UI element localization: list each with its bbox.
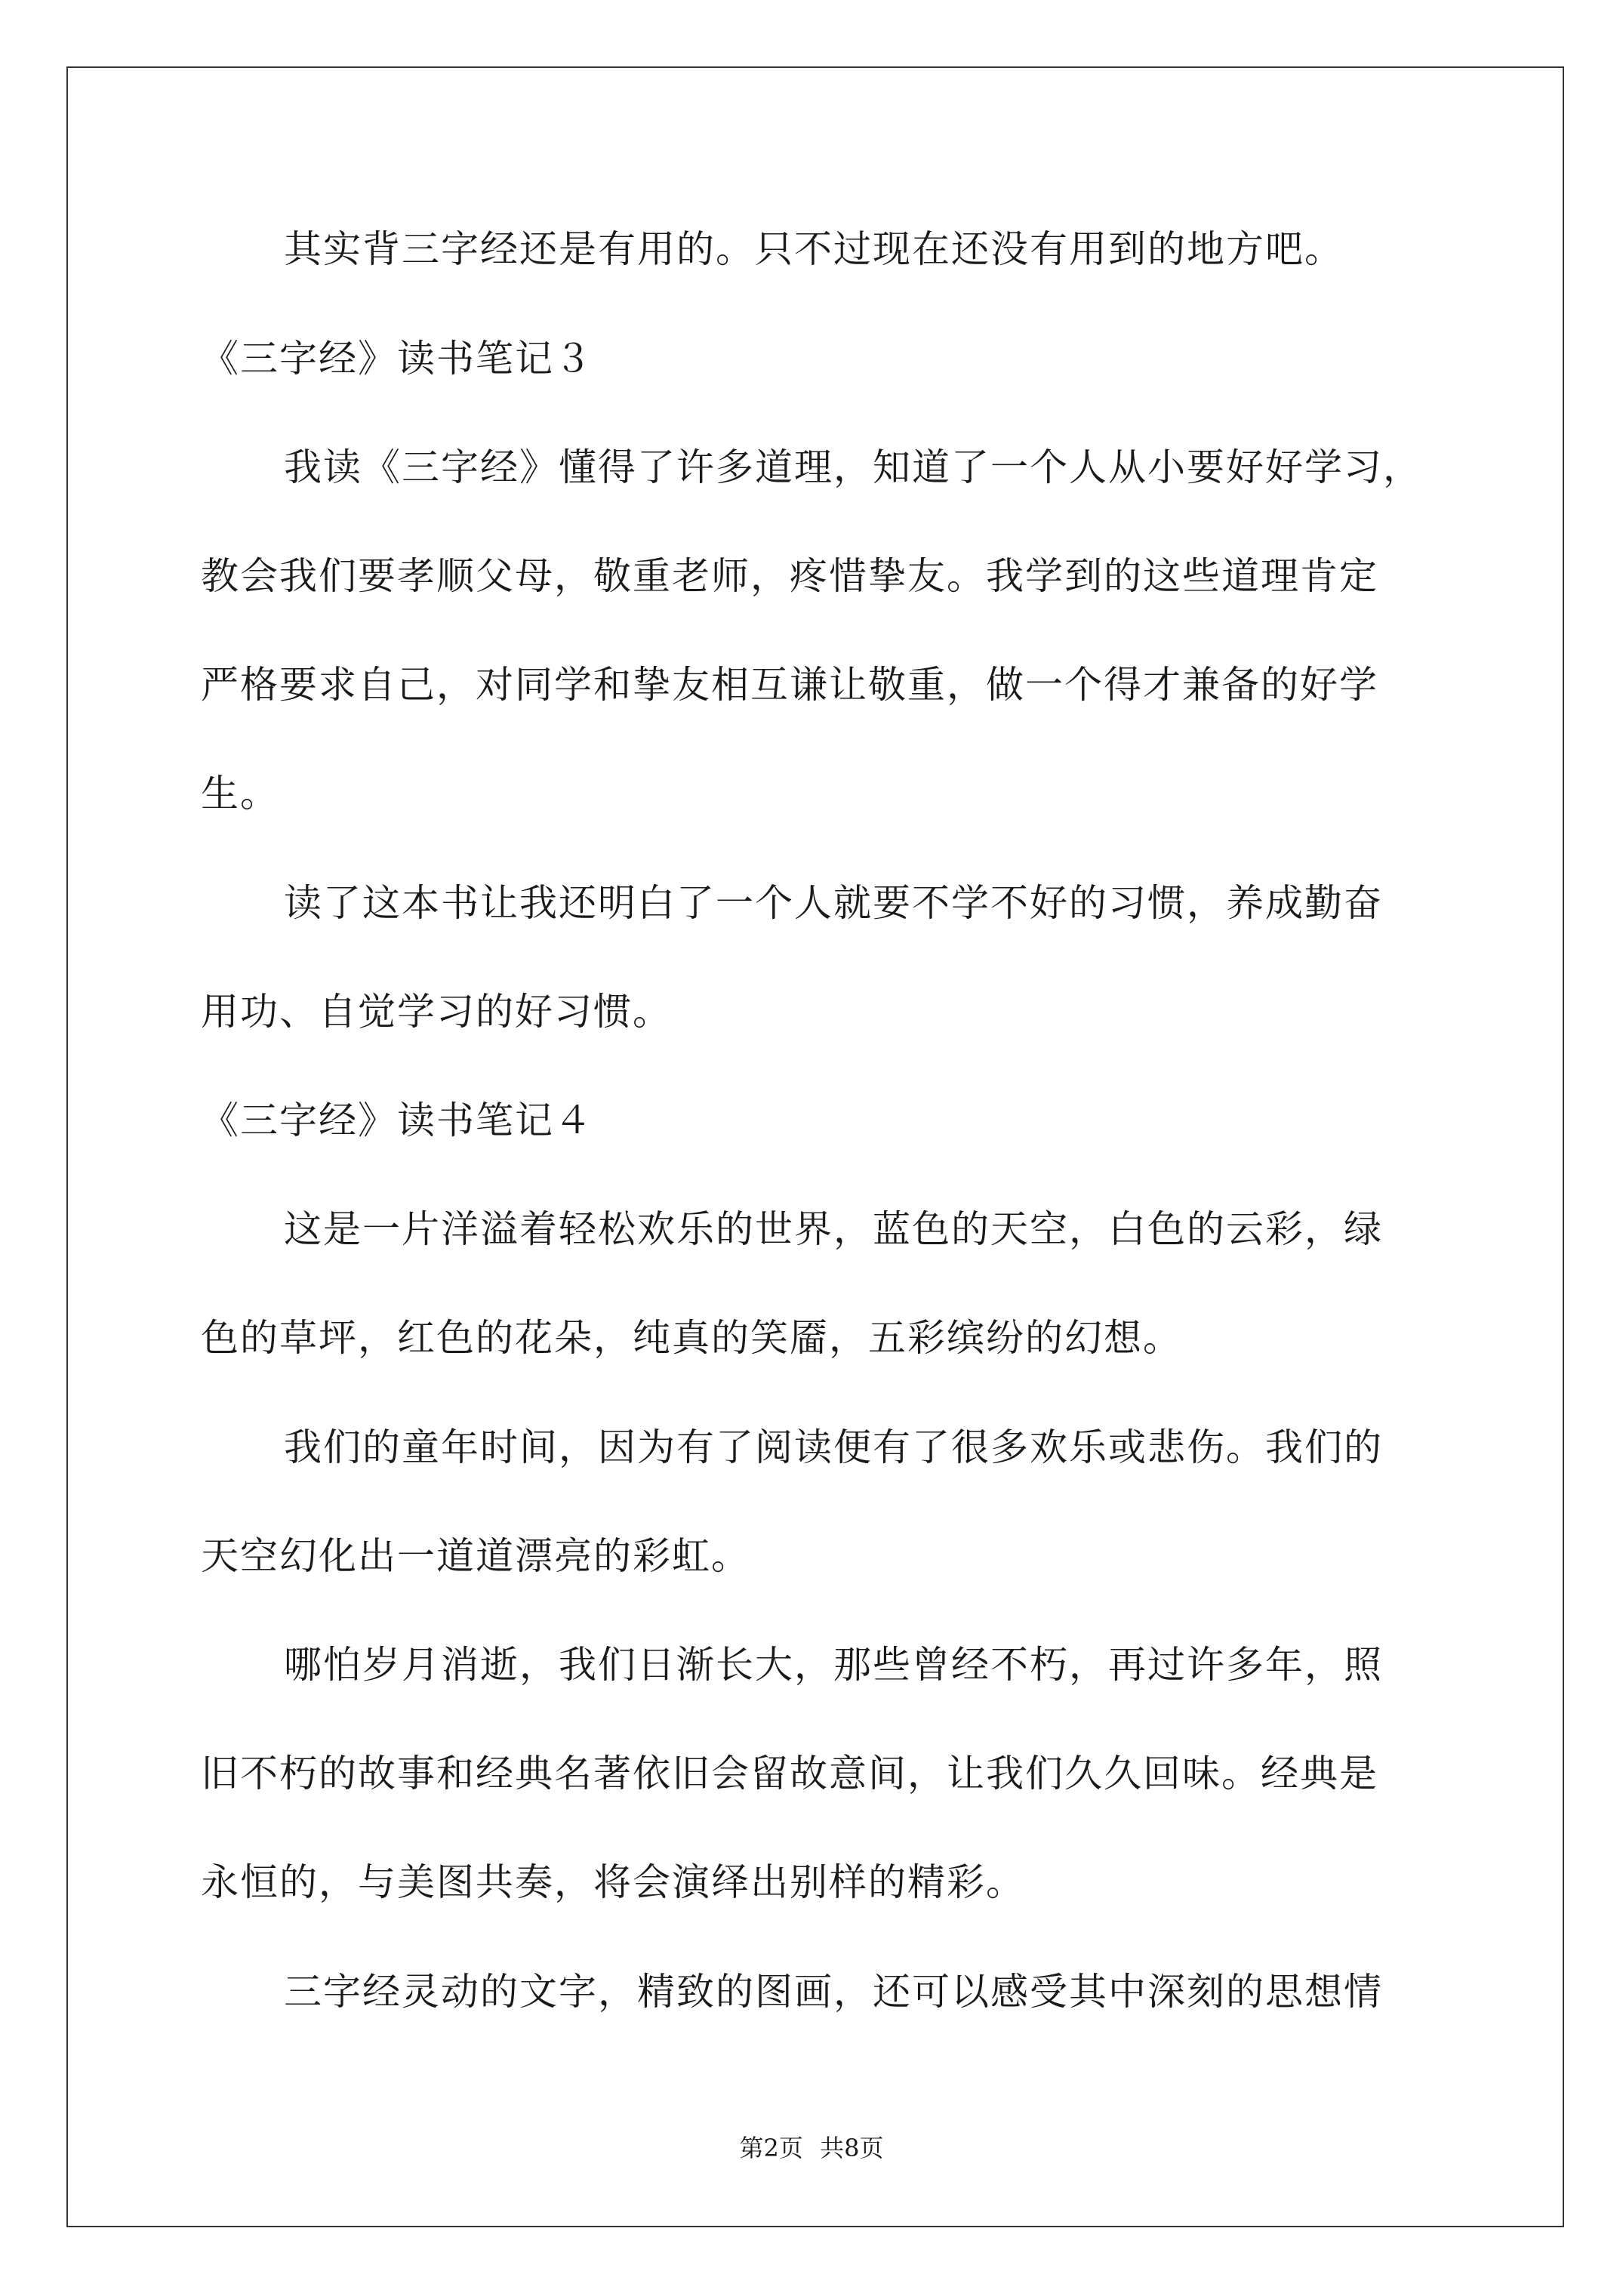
- paragraph-line: 生。: [201, 772, 279, 815]
- page-total: 共8页: [820, 2134, 884, 2162]
- page-footer: [0, 2133, 1623, 2163]
- section-heading: 《三字经》读书笔记４: [201, 1099, 593, 1142]
- paragraph-line: 教会我们要孝顺父母，敬重老师，疼惜挚友。我学到的这些道理肯定: [201, 554, 1378, 598]
- paragraph-line: 哪怕岁月消逝，我们日渐长大，那些曾经不朽，再过许多年，照: [284, 1643, 1383, 1687]
- paragraph-line: 其实背三字经还是有用的。只不过现在还没有用到的地方吧。: [284, 227, 1344, 271]
- paragraph-line: 三字经灵动的文字，精致的图画，还可以感受其中深刻的思想情: [284, 1970, 1383, 2014]
- section-heading: 《三字经》读书笔记３: [201, 337, 593, 381]
- paragraph-line: 读了这本书让我还明白了一个人就要不学不好的习惯，养成勤奋: [284, 881, 1383, 925]
- paragraph-line: 我读《三字经》懂得了许多道理，知道了一个人从小要好好学习，: [284, 445, 1422, 489]
- paragraph-line: 我们的童年时间，因为有了阅读便有了很多欢乐或悲伤。我们的: [284, 1425, 1383, 1469]
- page-number: 第2页: [739, 2134, 803, 2162]
- paragraph-line: 严格要求自己，对同学和挚友相互谦让敬重，做一个得才兼备的好学: [201, 663, 1378, 707]
- paragraph-line: 天空幻化出一道道漂亮的彩虹。: [201, 1534, 750, 1578]
- paragraph-line: 旧不朽的故事和经典名著依旧会留故意间，让我们久久回味。经典是: [201, 1752, 1378, 1795]
- paragraph-line: 这是一片洋溢着轻松欢乐的世界，蓝色的天空，白色的云彩，绿: [284, 1207, 1383, 1251]
- paragraph-line: 永恒的，与美图共奏，将会演绎出别样的精彩。: [201, 1860, 1025, 1904]
- paragraph-line: 用功、自觉学习的好习惯。: [201, 990, 672, 1034]
- paragraph-line: 色的草坪，红色的花朵，纯真的笑靥，五彩缤纷的幻想。: [201, 1316, 1182, 1360]
